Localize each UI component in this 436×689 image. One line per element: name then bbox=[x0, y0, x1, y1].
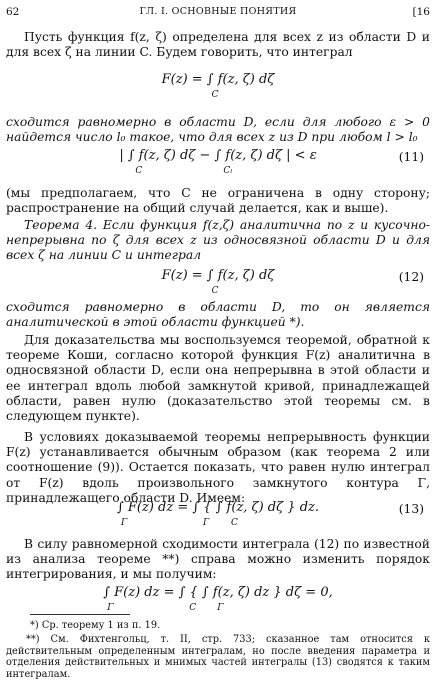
equation-subscript: Γ bbox=[202, 518, 210, 528]
paragraph-order-change: В силу равномерной сходимости интеграла (12) по известной из анализа теореме **) справа можно изменить порядок интегрирования, и мы получим: bbox=[6, 537, 430, 582]
equation-subscript: C bbox=[189, 603, 197, 613]
footnote-2: **) См. Фихтенгольц, т. II, стр. 733; сказанное там относится к действительным определенным интегралам, но после введения параметра и отделения действительных и мнимых частей интегралы (13) сводятся к таким интегралам. bbox=[6, 634, 430, 680]
equation-result bbox=[6, 585, 430, 613]
page-number: 62 bbox=[6, 6, 20, 18]
equation-subscript: Γ bbox=[107, 603, 114, 613]
footnote-divider bbox=[30, 614, 130, 615]
equation-number-11: (11) bbox=[398, 150, 424, 164]
equation-subscript: Γ bbox=[120, 518, 128, 528]
equation-number-13: (13) bbox=[398, 502, 424, 516]
equation-subscript: Cₗ bbox=[223, 166, 233, 176]
page-header bbox=[6, 6, 430, 20]
paragraph-proof-start: Для доказательства мы воспользуемся теоремой, обратной к теореме Коши, согласно которой функция F(z) аналитична в односвязной области D, если она непрерывна в этой области и ее интеграл вдоль любой замкнутой кривой, принадлежащей области, равен нулю (доказательство этой теоремы см. в следующем пункте). bbox=[6, 333, 430, 424]
running-title: ГЛ. I. ОСНОВНЫЕ ПОНЯТИЯ bbox=[139, 6, 297, 17]
paragraph-definition: Пусть функция f(z, ζ) определена для всех z из области D и для всех ζ на линии C. Будем говорить, что интеграл bbox=[6, 30, 430, 60]
equation-number-12: (12) bbox=[398, 270, 424, 284]
paragraph-uniform-convergence: сходится равномерно в области D, если для любого ε > 0 найдется число l₀ такое, что для всех z из D при любом l > l₀ bbox=[6, 115, 430, 145]
equation-11 bbox=[6, 148, 430, 176]
equation-text: ∫ F(z) dz = ∫ { ∫ f(z, ζ) dz } dζ = 0, bbox=[103, 585, 333, 600]
paragraph-assumption: (мы предполагаем, что C не ограничена в одну сторону; распространение на общий случай делается, как и выше). bbox=[6, 186, 430, 216]
section-number: [16 bbox=[412, 6, 430, 18]
footnote-1: *) Ср. теорему 1 из п. 19. bbox=[30, 620, 161, 631]
equation-text: F(z) = ∫ f(z, ζ) dζ bbox=[161, 72, 275, 87]
equation-text: ∫ F(z) dz = ∫ { ∫ f(z, ζ) dζ } dz. bbox=[116, 500, 320, 515]
paragraph-continuity: В условиях доказываемой теоремы непрерывность функции F(z) устанавливается обычным образом (как теорема 2 или соотношение (9)). Остается показать, что равен нулю интеграл от F(z) вдоль произвольного замкнутого контура Γ, принадлежащего области D. Имеем: bbox=[6, 430, 430, 505]
equation-integral-definition bbox=[6, 72, 430, 100]
equation-text: | ∫ f(z, ζ) dζ − ∫ f(z, ζ) dζ | < ε bbox=[119, 148, 317, 163]
equation-subscript: C bbox=[135, 166, 143, 176]
equation-13 bbox=[6, 500, 430, 528]
equation-text: F(z) = ∫ f(z, ζ) dζ bbox=[161, 268, 275, 283]
equation-subscript: C bbox=[211, 286, 219, 296]
paragraph-theorem-conclusion: сходится равномерно в области D, то он является аналитической в этой области функцией *). bbox=[6, 300, 430, 330]
equation-subscript: C bbox=[230, 518, 238, 528]
equation-subscript: C bbox=[211, 90, 219, 100]
equation-12 bbox=[6, 268, 430, 296]
paragraph-theorem-4: Теорема 4. Если функция f(z,ζ) аналитична по z и кусочно-непрерывна по ζ для всех z из односвязной области D и для всех ζ на линии C и интеграл bbox=[6, 218, 430, 263]
equation-subscript: Γ bbox=[217, 603, 224, 613]
